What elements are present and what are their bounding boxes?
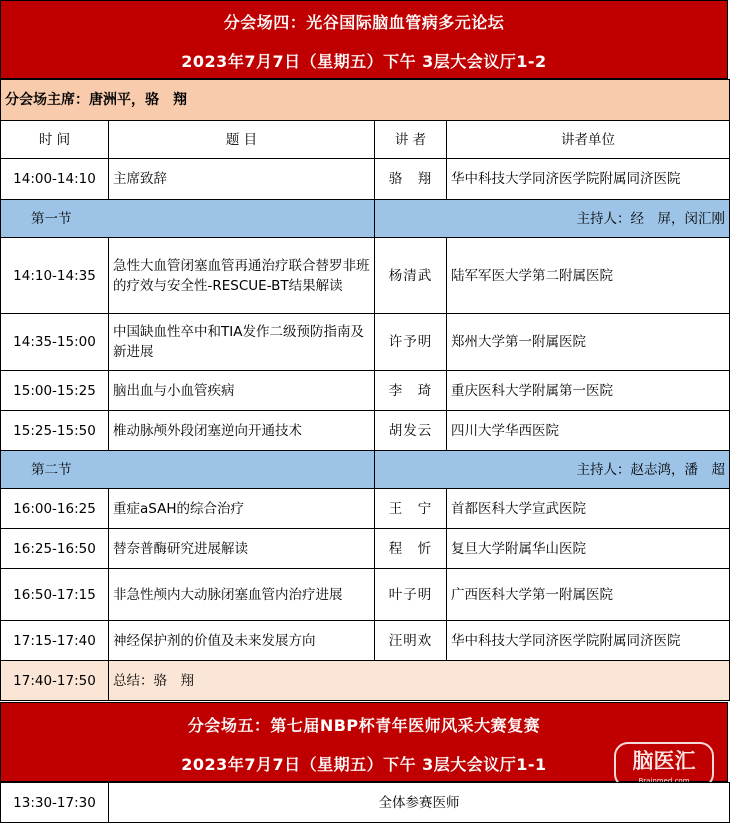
row-topic: 中国缺血性卒中和TIA发作二级预防指南及新进展 [109,314,375,371]
section1-host: 主持人：经 屏，闵汇刚 [375,200,730,238]
table-row [1,569,730,621]
chair-row [1,80,730,121]
row-topic: 椎动脉颅外段闭塞逆向开通技术 [109,411,375,451]
table-row [1,489,730,529]
row-speaker: 王 宁 [375,489,447,529]
section1-name: 第一节 [1,200,375,238]
summary-text: 总结：骆 翔 [109,661,730,701]
session5-subtitle: 2023年7月7日（星期五）下午 3层大会议厅1-1 [181,755,547,774]
table-row [1,783,730,823]
row-time: 15:00-15:25 [1,371,109,411]
table-row [1,621,730,661]
row-topic: 脑出血与小血管疾病 [109,371,375,411]
row-topic: 非急性颅内大动脉闭塞血管内治疗进展 [109,569,375,621]
session4-title: 分会场四：光谷国际脑血管病多元论坛 [223,13,505,32]
session5-text: 全体参赛医师 [109,783,730,823]
session-chair: 分会场主席：唐洲平，骆 翔 [1,80,730,121]
row-speaker: 许予明 [375,314,447,371]
row-time: 14:10-14:35 [1,238,109,314]
table-row [1,529,730,569]
row-speaker: 李 琦 [375,371,447,411]
row-topic: 急性大血管闭塞血管再通治疗联合替罗非班的疗效与安全性-RESCUE-BT结果解读 [109,238,375,314]
row-speaker: 程 忻 [375,529,447,569]
row-topic: 替奈普酶研究进展解读 [109,529,375,569]
header-topic: 题 目 [109,121,375,159]
row-time: 14:35-15:00 [1,314,109,371]
row-time: 16:50-17:15 [1,569,109,621]
session4-table [0,79,730,701]
row-org: 复旦大学附属华山医院 [447,529,730,569]
row-org: 郑州大学第一附属医院 [447,314,730,371]
row-topic: 神经保护剂的价值及未来发展方向 [109,621,375,661]
row-org: 陆军军医大学第二附属医院 [447,238,730,314]
row-org: 首都医科大学宣武医院 [447,489,730,529]
row-topic: 主席致辞 [109,159,375,200]
session5-table [0,782,730,823]
summary-row [1,661,730,701]
row-speaker: 胡发云 [375,411,447,451]
table-row [1,238,730,314]
row-org: 四川大学华西医院 [447,411,730,451]
table-row [1,371,730,411]
row-time: 15:25-15:50 [1,411,109,451]
row-speaker: 杨清武 [375,238,447,314]
row-org: 重庆医科大学附属第一医院 [447,371,730,411]
row-speaker: 叶子明 [375,569,447,621]
section2-host: 主持人：赵志鸿，潘 超 [375,451,730,489]
header-speaker: 讲 者 [375,121,447,159]
row-org: 广西医科大学第一附属医院 [447,569,730,621]
table-row [1,159,730,200]
header-time: 时 间 [1,121,109,159]
table-row [1,411,730,451]
header-row [1,121,730,159]
row-time: 16:25-16:50 [1,529,109,569]
row-org: 华中科技大学同济医学院附属同济医院 [447,159,730,200]
row-time: 17:15-17:40 [1,621,109,661]
row-org: 华中科技大学同济医学院附属同济医院 [447,621,730,661]
section1-row [1,200,730,238]
row-topic: 重症aSAH的综合治疗 [109,489,375,529]
table-row [1,314,730,371]
session5-title: 分会场五：第七届NBP杯青年医师风采大赛复赛 [187,716,541,735]
row-speaker: 汪明欢 [375,621,447,661]
session4-subtitle: 2023年7月7日（星期五）下午 3层大会议厅1-2 [181,52,547,71]
section2-row [1,451,730,489]
session4-banner [0,0,728,79]
section2-name: 第二节 [1,451,375,489]
header-org: 讲者单位 [447,121,730,159]
row-time: 14:00-14:10 [1,159,109,200]
row-speaker: 骆 翔 [375,159,447,200]
row-time: 16:00-16:25 [1,489,109,529]
session5-time: 13:30-17:30 [1,783,109,823]
watermark-text: 脑医汇 [632,749,696,773]
watermark-sub: Brainmed.com [638,777,690,785]
summary-time: 17:40-17:50 [1,661,109,701]
